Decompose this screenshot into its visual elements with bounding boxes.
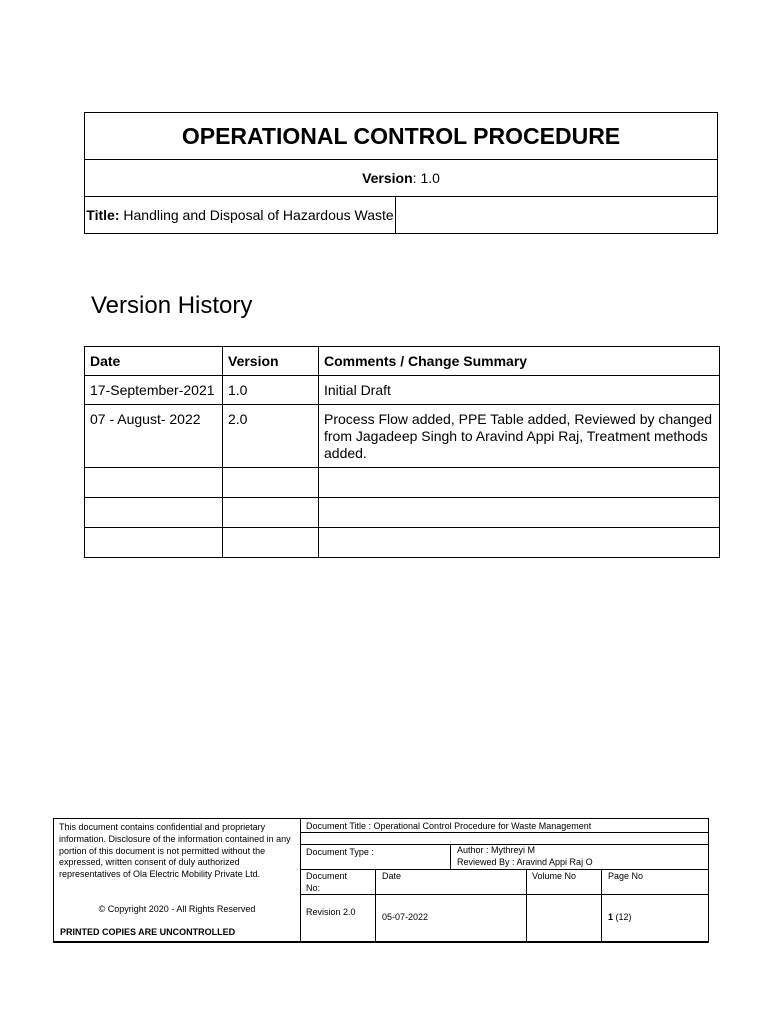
empty-table-row xyxy=(85,528,720,558)
footer-divider xyxy=(300,894,708,895)
footer-divider xyxy=(601,869,602,941)
footer-document-type-label: Document Type : xyxy=(306,847,374,857)
doc-title-label: Title: xyxy=(86,206,120,223)
version-history-heading: Version History xyxy=(91,292,253,319)
empty-table-row xyxy=(85,498,720,528)
footer-divider xyxy=(300,869,708,870)
empty-table-row xyxy=(85,468,720,498)
doc-title-value: Handling and Disposal of Hazardous Waste xyxy=(119,206,394,223)
footer-page-no-label: Page No xyxy=(608,871,644,881)
footer-author: Author : Mythreyi M xyxy=(457,845,536,855)
row-date: 07 - August- 2022 xyxy=(85,405,223,468)
confidentiality-notice: This document contains confidential and proprietary information. Disclosure of the information contained in any portion of this document is not permitted without the expressed, written consent of duly authorized representatives of Ola Electric Mobility Private Ltd. xyxy=(59,822,291,880)
doc-title-cell xyxy=(85,197,396,234)
row-version: 2.0 xyxy=(223,405,319,468)
printed-copies-notice: PRINTED COPIES ARE UNCONTROLLED xyxy=(60,927,236,937)
document-header-table xyxy=(84,112,718,234)
column-header-comments: Comments / Change Summary xyxy=(319,347,720,376)
footer-divider xyxy=(450,844,451,869)
row-version: 1.0 xyxy=(223,376,319,405)
footer-right-panel xyxy=(300,819,709,941)
version-label: Version xyxy=(362,170,413,186)
row-comments: Process Flow added, PPE Table added, Reviewed by changed from Jagadeep Singh to Aravind Appi Raj, Treatment methods added. xyxy=(319,405,720,468)
document-main-title: OPERATIONAL CONTROL PROCEDURE xyxy=(85,113,718,160)
column-header-version: Version xyxy=(223,347,319,376)
footer-document-no-label: Document No: xyxy=(306,871,348,893)
copyright-notice: © Copyright 2020 - All Rights Reserved xyxy=(98,904,256,914)
footer-left-panel xyxy=(53,819,301,941)
footer-date-label: Date xyxy=(382,871,402,881)
empty-header-cell xyxy=(396,197,718,234)
row-date: 17-September-2021 xyxy=(85,376,223,405)
version-history-table xyxy=(84,346,720,558)
table-header-row xyxy=(85,347,720,376)
table-row xyxy=(85,405,720,468)
table-row xyxy=(85,376,720,405)
footer-revision: Revision 2.0 xyxy=(306,907,356,917)
footer-document-title: Document Title : Operational Control Procedure for Waste Management xyxy=(306,821,592,831)
column-header-date: Date xyxy=(85,347,223,376)
current-page-number: 1 xyxy=(608,912,614,922)
row-comments: Initial Draft xyxy=(319,376,720,405)
footer-divider xyxy=(375,869,376,941)
footer-reviewed-by: Reviewed By : Aravind Appi Raj O xyxy=(457,857,593,867)
footer-date-value: 05-07-2022 xyxy=(382,912,429,922)
footer-page-no-value xyxy=(608,912,632,924)
total-page-count: (12) xyxy=(615,912,632,922)
footer-volume-no-label: Volume No xyxy=(532,871,577,881)
document-footer xyxy=(53,818,709,943)
version-value: : 1.0 xyxy=(412,170,440,186)
version-cell xyxy=(85,160,718,197)
footer-divider xyxy=(526,869,527,941)
